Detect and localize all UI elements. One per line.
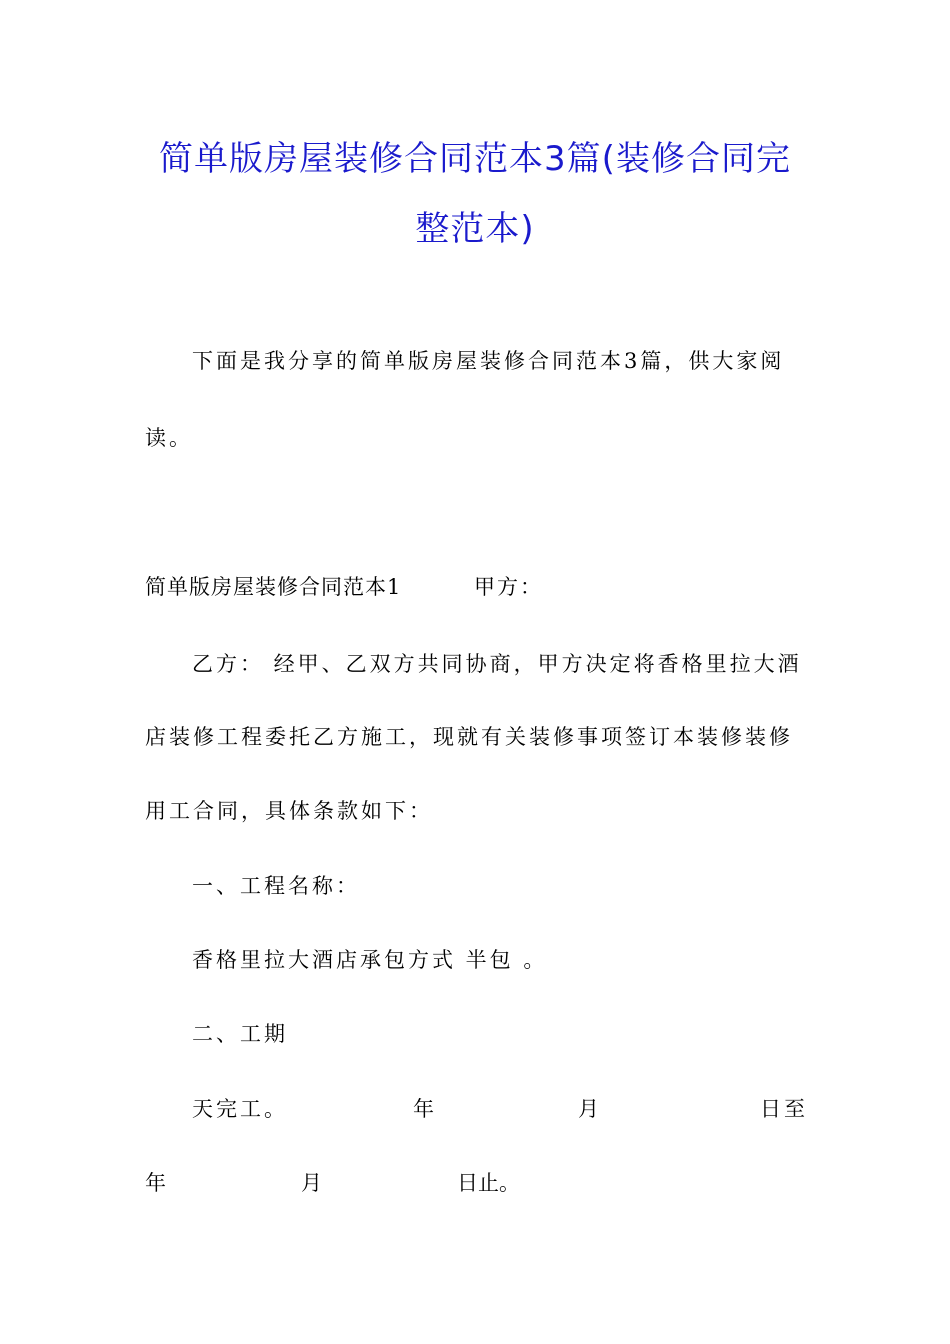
month-label-2: 月	[301, 1171, 322, 1195]
day-to-label: 日至	[760, 1097, 808, 1121]
year-label-2: 年	[145, 1171, 166, 1195]
intro-line-2: 读。	[145, 426, 193, 450]
paragraph-line-1: 乙方： 经甲、乙双方共同协商，甲方决定将香格里拉大酒	[192, 652, 802, 676]
year-label-1: 年	[413, 1097, 434, 1121]
paragraph-line-2: 店装修工程委托乙方施工，现就有关装修事项签订本装修装修	[145, 725, 793, 749]
intro-line-1: 下面是我分享的简单版房屋装修合同范本3篇，供大家阅	[192, 349, 785, 373]
item-2-heading: 二、工期	[192, 1022, 288, 1046]
title-line-1: 简单版房屋装修合同范本3篇(装修合同完	[159, 139, 791, 179]
section-heading: 简单版房屋装修合同范本1	[145, 575, 402, 599]
paragraph-line-3: 用工合同，具体条款如下：	[145, 799, 433, 823]
title-line-2: 整范本)	[415, 209, 535, 249]
item-1-heading: 一、工程名称：	[192, 874, 360, 898]
month-label-1: 月	[578, 1097, 599, 1121]
day-end-label: 日止。	[457, 1171, 520, 1195]
period-start-text: 天完工。	[192, 1097, 288, 1121]
item-1-text: 香格里拉大酒店承包方式 半包 。	[192, 948, 548, 972]
party-a-label: 甲方：	[474, 575, 543, 599]
